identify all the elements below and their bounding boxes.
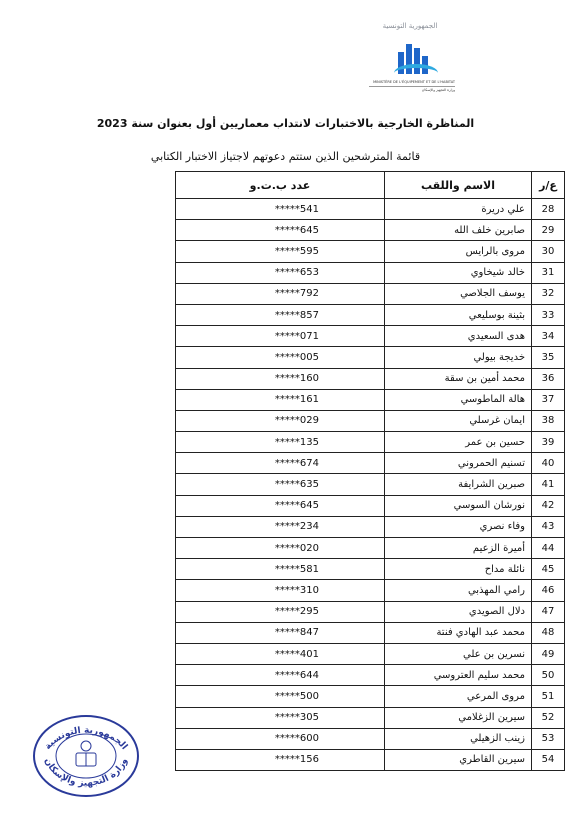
emblem-icon <box>76 741 96 766</box>
header-name: الاسم واللقب <box>385 172 532 199</box>
row-num: 29 <box>532 220 565 241</box>
row-num: 32 <box>532 283 565 304</box>
row-name: مروى بالرايس <box>385 241 532 262</box>
row-num: 31 <box>532 262 565 283</box>
row-id: *****645 <box>176 220 385 241</box>
row-num: 46 <box>532 580 565 601</box>
table-row <box>176 199 565 220</box>
row-num: 37 <box>532 389 565 410</box>
row-id: *****005 <box>176 347 385 368</box>
row-id: *****029 <box>176 410 385 431</box>
row-num: 33 <box>532 304 565 325</box>
table-row <box>176 749 565 770</box>
row-num: 40 <box>532 453 565 474</box>
table-row <box>176 474 565 495</box>
table-row <box>176 559 565 580</box>
svg-text:الجمهورية التونسية <box>43 726 129 752</box>
row-num: 38 <box>532 410 565 431</box>
logo-caption-fr: MINISTÈRE DE L'ÉQUIPEMENT ET DE L'HABITAT <box>373 80 455 84</box>
table-row <box>176 495 565 516</box>
row-id: *****674 <box>176 453 385 474</box>
row-num: 50 <box>532 665 565 686</box>
row-name: محمد أمين بن سقة <box>385 368 532 389</box>
row-num: 49 <box>532 643 565 664</box>
row-id: *****847 <box>176 622 385 643</box>
row-id: *****295 <box>176 601 385 622</box>
row-name: بثينة بوسليعي <box>385 304 532 325</box>
row-id: *****020 <box>176 538 385 559</box>
row-num: 34 <box>532 326 565 347</box>
table-row <box>176 707 565 728</box>
row-name: هدى السعيدي <box>385 326 532 347</box>
table-row <box>176 283 565 304</box>
row-id: *****600 <box>176 728 385 749</box>
table-row <box>176 304 565 325</box>
row-name: خالد شيخاوي <box>385 262 532 283</box>
row-id: *****595 <box>176 241 385 262</box>
row-num: 51 <box>532 686 565 707</box>
row-id: *****401 <box>176 643 385 664</box>
row-num: 28 <box>532 199 565 220</box>
row-name: نورشان السوسي <box>385 495 532 516</box>
row-name: يوسف الجلاصي <box>385 283 532 304</box>
row-num: 52 <box>532 707 565 728</box>
row-name: تسنيم الحمروني <box>385 453 532 474</box>
row-id: *****500 <box>176 686 385 707</box>
row-num: 39 <box>532 432 565 453</box>
row-name: سيرين القاطري <box>385 749 532 770</box>
table-row <box>176 453 565 474</box>
row-name: سيرين الزغلامي <box>385 707 532 728</box>
row-name: خديجة بيولي <box>385 347 532 368</box>
row-id: *****792 <box>176 283 385 304</box>
table-row <box>176 347 565 368</box>
row-name: أميرة الزعيم <box>385 538 532 559</box>
table-row <box>176 728 565 749</box>
row-name: علي دريرة <box>385 199 532 220</box>
row-name: دلال الصويدي <box>385 601 532 622</box>
table-row <box>176 241 565 262</box>
table-row <box>176 410 565 431</box>
logo-caption <box>369 80 455 92</box>
table-row <box>176 643 565 664</box>
table-row <box>176 368 565 389</box>
table-row <box>176 580 565 601</box>
row-name: محمد سليم العتروسي <box>385 665 532 686</box>
row-num: 54 <box>532 749 565 770</box>
table-row <box>176 601 565 622</box>
row-name: زينب الزهيلي <box>385 728 532 749</box>
row-id: *****310 <box>176 580 385 601</box>
row-num: 47 <box>532 601 565 622</box>
row-num: 35 <box>532 347 565 368</box>
row-name: نائلة مداح <box>385 559 532 580</box>
table-row <box>176 432 565 453</box>
table-header-row <box>176 172 565 199</box>
row-id: *****135 <box>176 432 385 453</box>
row-name: ايمان غرسلي <box>385 410 532 431</box>
header-id: عدد ب.ت.و <box>176 172 385 199</box>
table-row <box>176 220 565 241</box>
row-id: *****635 <box>176 474 385 495</box>
row-id: *****234 <box>176 516 385 537</box>
building-logo-icon <box>394 40 434 82</box>
row-id: *****645 <box>176 495 385 516</box>
logo-republic-text: الجمهورية التونسية <box>382 22 438 30</box>
table-row <box>176 622 565 643</box>
table-row <box>176 326 565 347</box>
row-id: *****644 <box>176 665 385 686</box>
row-num: 36 <box>532 368 565 389</box>
row-name: رامي المهذبي <box>385 580 532 601</box>
row-name: صابرين خلف الله <box>385 220 532 241</box>
row-num: 53 <box>532 728 565 749</box>
row-num: 44 <box>532 538 565 559</box>
row-name: مروى المرعي <box>385 686 532 707</box>
row-num: 48 <box>532 622 565 643</box>
row-name: وفاء نصري <box>385 516 532 537</box>
row-id: *****581 <box>176 559 385 580</box>
row-num: 30 <box>532 241 565 262</box>
row-name: صبرين الشرايفة <box>385 474 532 495</box>
row-id: *****653 <box>176 262 385 283</box>
row-id: *****160 <box>176 368 385 389</box>
row-id: *****161 <box>176 389 385 410</box>
ministry-logo <box>355 22 465 102</box>
stamp-text-top: الجمهورية التونسية <box>43 725 130 752</box>
table-row <box>176 665 565 686</box>
table-row <box>176 538 565 559</box>
table-row <box>176 686 565 707</box>
row-name: حسين بن عمر <box>385 432 532 453</box>
row-name: هالة الماطوسي <box>385 389 532 410</box>
header-num: ع/ر <box>532 172 565 199</box>
table-row <box>176 262 565 283</box>
row-id: *****156 <box>176 749 385 770</box>
document-subtitle: قائمة المترشحين الذين ستتم دعوتهم لاجتياز الاختبار الكتابي <box>150 150 421 163</box>
row-id: *****857 <box>176 304 385 325</box>
row-num: 42 <box>532 495 565 516</box>
row-name: نسرين بن علي <box>385 643 532 664</box>
row-id: *****071 <box>176 326 385 347</box>
candidates-table <box>175 171 565 771</box>
row-num: 43 <box>532 516 565 537</box>
row-id: *****305 <box>176 707 385 728</box>
stamp-text-bottom: وزارة التجهيز والإسكان <box>42 756 130 789</box>
row-id: *****541 <box>176 199 385 220</box>
row-num: 45 <box>532 559 565 580</box>
document-title: المناظرة الخارجية بالاختبارات لانتداب معماريين أول بعنوان سنة 2023 <box>96 117 475 130</box>
official-stamp <box>30 710 142 798</box>
table-row <box>176 389 565 410</box>
logo-caption-ar: وزارة التجهيز والإسكان <box>421 87 455 92</box>
table-row <box>176 516 565 537</box>
row-num: 41 <box>532 474 565 495</box>
row-name: محمد عبد الهادي فنتة <box>385 622 532 643</box>
